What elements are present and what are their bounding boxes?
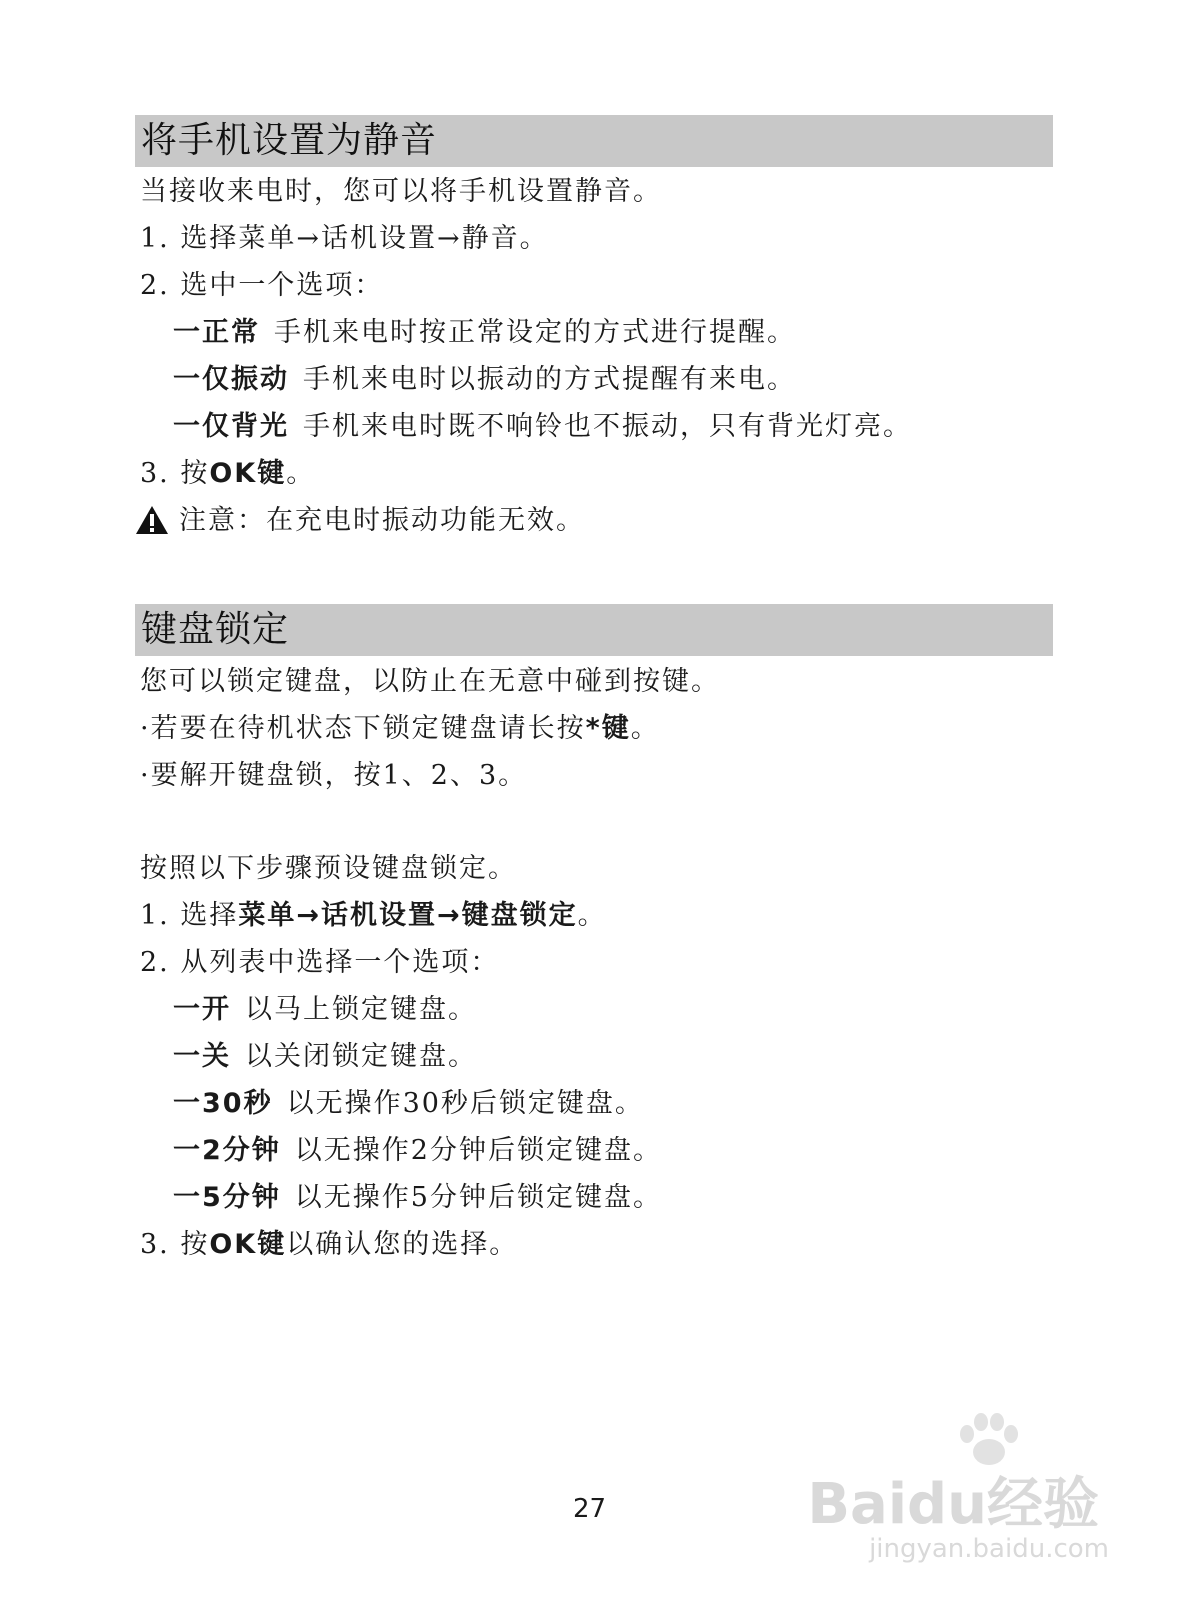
watermark-logo: Baidu经验 (807, 1472, 1099, 1537)
ok-key-label: OK键 (209, 1229, 287, 1260)
intro-text: 您可以锁定键盘，以防止在无意中碰到按键。 (140, 666, 720, 697)
bullet-text: ·若要在待机状态下锁定键盘请长按 (140, 713, 586, 744)
step-suffix: 以确认您的选择。 (286, 1229, 519, 1260)
option-desc: 手机来电时以振动的方式提醒有来电。 (303, 364, 796, 395)
option-backlight (173, 409, 912, 445)
star-key-label: *键 (585, 713, 631, 744)
option-5min (173, 1180, 662, 1216)
watermark-url: jingyan.baidu.com (869, 1534, 1109, 1564)
option-label: 一正常 (173, 317, 260, 348)
section-title: 将手机设置为静音 (141, 120, 438, 161)
option-label: 一仅振动 (173, 364, 289, 395)
option-desc: 以关闭锁定键盘。 (245, 1041, 477, 1072)
section-title: 键盘锁定 (141, 609, 290, 650)
option-on (173, 992, 477, 1028)
option-normal (173, 315, 796, 351)
option-desc: 以无操作5分钟后锁定键盘。 (294, 1182, 662, 1213)
step-suffix: 。 (286, 458, 316, 489)
step-prefix: 3. 按 (140, 1229, 210, 1260)
option-desc: 以马上锁定键盘。 (245, 994, 477, 1025)
option-2min (173, 1133, 662, 1169)
option-off (173, 1039, 477, 1075)
bullet-2: ·要解开键盘锁，按1、2、3。 (140, 760, 528, 791)
option-desc: 以无操作2分钟后锁定键盘。 (294, 1135, 662, 1166)
step-2: 2. 选中一个选项： (140, 270, 384, 301)
bullet-suffix: 。 (630, 713, 660, 744)
step-1: 1. 选择菜单→话机设置→静音。 (140, 223, 549, 254)
step-2: 2. 从列表中选择一个选项： (140, 947, 500, 978)
note-text: 注意：在充电时振动功能无效。 (179, 505, 585, 536)
step-suffix: 。 (577, 900, 607, 931)
intro-text: 当接收来电时，您可以将手机设置静音。 (140, 176, 662, 207)
option-desc: 以无操作30秒后锁定键盘。 (286, 1088, 644, 1119)
option-label: 一2分钟 (173, 1135, 281, 1166)
bullet-1 (140, 711, 660, 747)
step-prefix: 3. 按 (140, 458, 210, 489)
option-label: 一仅背光 (173, 411, 289, 442)
section-header-mute (135, 115, 1053, 167)
warning-triangle-icon (135, 505, 169, 535)
option-label: 一开 (173, 994, 231, 1025)
step-prefix: 1. 选择 (140, 900, 239, 931)
menu-path: 菜单→话机设置→键盘锁定 (238, 900, 578, 931)
option-30s (173, 1086, 644, 1122)
option-vibrate (173, 362, 796, 398)
option-label: 一30秒 (173, 1088, 273, 1119)
option-label: 一关 (173, 1041, 231, 1072)
option-desc: 手机来电时既不响铃也不振动，只有背光灯亮。 (303, 411, 912, 442)
page-number: 27 (572, 1494, 607, 1524)
ok-key-label: OK键 (209, 458, 287, 489)
step-3 (140, 1227, 518, 1263)
option-desc: 手机来电时按正常设定的方式进行提醒。 (274, 317, 796, 348)
option-label: 一5分钟 (173, 1182, 281, 1213)
step-3 (140, 456, 315, 492)
preset-text: 按照以下步骤预设键盘锁定。 (140, 853, 517, 884)
step-1 (140, 898, 607, 934)
section-header-keylock (135, 604, 1053, 656)
note (135, 503, 585, 539)
